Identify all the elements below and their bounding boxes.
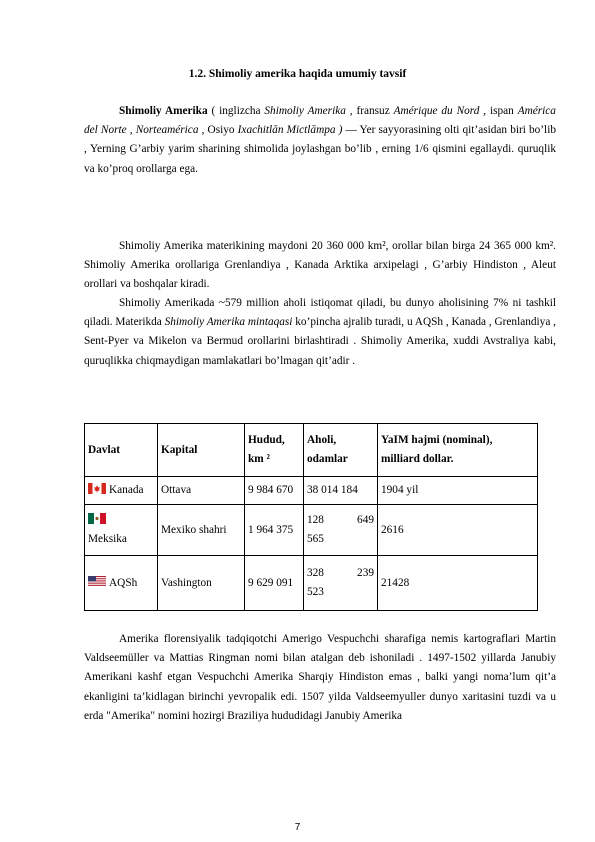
gdp-cell: 21428 [378, 556, 538, 611]
region-name: Shimoliy Amerika mintaqasi [164, 316, 293, 329]
table-row [85, 505, 538, 556]
table-row [85, 477, 538, 505]
mexico-flag-icon [88, 513, 106, 524]
population-cell [304, 556, 378, 611]
area-paragraph: Shimoliy Amerika materikining maydoni 20 360 000 km², orollar bilan birga 24 365 000 km². Shimoliy Amerika orollariga Grenlandiya , Kanada Arktika arxipelagi , G’arbiy Hindiston , Aleut orollari va boshqalar kiradi. [84, 240, 556, 291]
english-name: Shimoliy Amerika [264, 105, 346, 117]
intro-paragraph [84, 102, 556, 179]
country-name: Kanada [109, 484, 144, 496]
text-span: — Yer sayyorasining olti qit’asidan biri bo’lib , Yerning G’arbiy yarim sharining shimolida joylashgan bo’lib , erning 1/6 qismini egallaydi. quruqlik va ko’proq orollarga ega. [84, 124, 556, 175]
population-part: 649 [357, 514, 374, 526]
area-cell: 9 629 091 [245, 556, 304, 611]
section-heading: 1.2. Shimoliy amerika haqida umumiy tavsif [188, 68, 407, 80]
text-span: ko’pincha ajralib turadi, u AQSh , Kanada , Grenlandiya , Sent-Pyer va Mikelon va Bermud orollarini birlashtiradi . Shimoliy Amerika, xuddi Avstraliya kabi, quruqlikka chiqmaydigan mamlakatlari bo’lmagan qit’adir . [84, 316, 556, 367]
gdp-cell: 2616 [378, 505, 538, 556]
table-row [85, 556, 538, 611]
population-part: 328 [307, 567, 324, 579]
population-part: 128 [307, 514, 324, 526]
text-span: , fransuz [345, 105, 394, 117]
country-name: Meksika [88, 533, 127, 545]
country-cell [85, 556, 158, 611]
area-cell: 9 984 670 [245, 477, 304, 505]
text-span: ( inglizcha [207, 105, 265, 117]
header-area: Hudud, km ² [245, 424, 304, 477]
gdp-cell: 1904 yil [378, 477, 538, 505]
capital-cell: Mexiko shahri [158, 505, 245, 556]
header-country: Davlat [85, 424, 158, 477]
text-span: , ispan [479, 105, 518, 117]
nahuatl-name: Ixachitlān Mictlāmpa ) [237, 124, 343, 137]
text-span: Shimoliy Amerikada ~579 million aholi istiqomat qiladi, bu dunyo aholisining 7% ni tashkil qiladi. Materikda [84, 297, 556, 329]
country-name: AQSh [109, 576, 138, 589]
header-gdp: YaIM hajmi (nominal), milliard dollar. [378, 424, 538, 477]
country-cell [85, 477, 158, 505]
population-cell: 38 014 184 [304, 477, 378, 505]
population-part: 523 [307, 586, 324, 598]
population-cell [304, 505, 378, 556]
header-population: Aholi, odamlar [304, 424, 378, 477]
area-cell: 1 964 375 [245, 505, 304, 556]
header-capital: Kapital [158, 424, 245, 477]
countries-table [84, 423, 538, 611]
page-number: 7 [294, 822, 301, 833]
population-paragraph [84, 294, 556, 371]
table-header-row [85, 424, 538, 477]
capital-cell: Ottava [158, 477, 245, 505]
usa-flag-icon [88, 576, 106, 587]
country-cell [85, 505, 158, 556]
capital-cell: Vashington [158, 556, 245, 611]
text-span: , Osiyo [198, 124, 238, 137]
spanish-name: América del Norte , Norteamérica [84, 105, 556, 137]
french-name: Amérique du Nord [393, 105, 480, 117]
term-bold: Shimoliy Amerika [119, 105, 208, 117]
history-paragraph: Amerika florensiyalik tadqiqotchi Amerigo Vespuchchi sharafiga nemis kartograflari Martin Valdseemüller va Mattias Ringman nomi bilan atalgan deb ishoniladi . 1497-1502 yillarda Janubiy Amerikani kashf etgan Vespuchchi Amerika Sharqiy Hindiston emas , balki yangi noma’lum qit’a ekanligini ta’kidlagan birinchi yevropalik edi. 1507 yilda Valdseemyuller dunyo xaritasini tuzdi va u erda "Amerika" nomini hozirgi Braziliya hududidagi Janubiy Amerika [84, 633, 556, 722]
population-part: 239 [357, 567, 374, 579]
canada-flag-icon [88, 483, 106, 494]
population-part: 565 [307, 533, 324, 545]
